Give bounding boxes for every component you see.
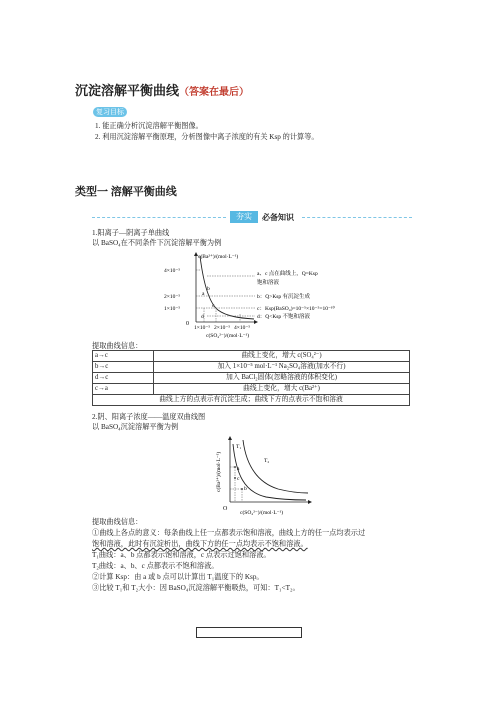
- title-text: 沉淀溶解平衡曲线: [75, 83, 180, 98]
- fig2-curve-label-t2: T₂: [264, 458, 270, 464]
- figure-2: [206, 434, 316, 516]
- fig1-note: c：Ksp(BaSO₄)=10⁻⁵×10⁻⁵=10⁻¹⁰: [257, 306, 335, 312]
- banner-tag: 夯实: [230, 211, 258, 223]
- fig1-y-tick: 2×10⁻⁵: [164, 294, 181, 300]
- goal-1: 1. 能正确分析沉淀溶解平衡图像。: [95, 122, 203, 130]
- fig2-y-label: c(Ba²⁺)/(mol·L⁻¹): [216, 451, 222, 492]
- fig1-note: d：Q<Ksp 不饱和溶液: [257, 314, 311, 320]
- table-key: d→c: [93, 373, 154, 384]
- fig1-y-label: c(Ba²⁺)/(mol·L⁻¹): [198, 254, 239, 260]
- fig2-x-label: c(SO₄²⁻)/(mol·L⁻¹): [240, 510, 284, 516]
- table-note: 曲线上方的点表示有沉淀生成；曲线下方的点表示不饱和溶液: [93, 395, 410, 406]
- fig1-x-tick: 1×10⁻⁵: [194, 325, 211, 331]
- info2-line: ③比较 T₁和 T₂大小：因 BaSO₄沉淀溶解平衡吸热，可知：T₁<T₂。: [92, 584, 300, 592]
- info2-line: ②计算 Ksp：由 a 或 b 点可以计算出 T₁温度下的 Ksp。: [92, 573, 264, 581]
- page-title: [75, 80, 249, 99]
- fig1-x-label: c(SO₄²⁻)/(mol·L⁻¹): [206, 333, 250, 339]
- goals-badge: 复习目标: [93, 107, 127, 117]
- table-key: b→c: [93, 362, 154, 373]
- fig2-point-a: a: [237, 466, 240, 472]
- fig1-y-tick: 1×10⁻⁵: [164, 306, 181, 312]
- info2-line: T₂曲线：a、b、c 点都表示不饱和溶液。: [92, 562, 219, 570]
- knowledge-banner: [92, 211, 412, 223]
- fig1-x-tick: 4×10⁻⁵: [234, 325, 251, 331]
- info2-line: 饱和溶液，此时有沉淀析出，曲线下方的任一点均表示不饱和溶液。: [92, 540, 308, 548]
- part1-intro: 以 BaSO₄在不同条件下沉淀溶解平衡为例: [92, 239, 222, 247]
- table-key: a→c: [93, 351, 154, 362]
- table-value: 曲线上变化，增大 c(Ba²⁺): [154, 384, 410, 395]
- info2-line: ①曲线上各点的意义：每条曲线上任一点都表示饱和溶液，曲线上方的任一点均表示过: [92, 529, 366, 537]
- info2-line: T₁曲线：a、b 点都表示饱和溶液，c 点表示过饱和溶液。: [92, 551, 271, 559]
- fig2-point-c: c: [237, 476, 240, 482]
- table-row: [93, 395, 410, 406]
- footer-box: [196, 627, 302, 638]
- section-heading: 类型一 溶解平衡曲线: [75, 186, 177, 198]
- fig1-point-b: b: [207, 286, 210, 292]
- fig2-curve-t2: [243, 440, 308, 493]
- table-row: [93, 373, 410, 384]
- fig1-note: b：Q>Ksp 有沉淀生成: [257, 294, 311, 300]
- table-row: [93, 351, 410, 362]
- banner-right-line: [302, 217, 412, 218]
- table-value: 加入 1×10⁻⁵ mol·L⁻¹ Na₂SO₄溶液(加水不行): [154, 362, 410, 373]
- part2-intro: 以 BaSO₄沉淀溶解平衡为例: [92, 423, 179, 431]
- info-table: [92, 350, 410, 406]
- fig2-origin: O: [223, 506, 228, 512]
- fig2-point-b: b: [244, 486, 247, 492]
- fig1-point-d: d: [201, 314, 204, 320]
- table-value: 曲线上变化，增大 c(SO₄²⁻): [154, 351, 410, 362]
- fig1-y-tick: 4×10⁻⁵: [164, 268, 181, 274]
- table-row: [93, 362, 410, 373]
- part2-title: 2.阴、阳离子浓度——温度双曲线图: [92, 413, 206, 421]
- banner-label: 必备知识: [262, 213, 294, 222]
- fig1-x-tick: 2×10⁻⁵: [214, 325, 231, 331]
- part1-title: 1.阳离子—阴离子单曲线: [92, 229, 170, 237]
- banner-left-line: [92, 217, 226, 218]
- fig1-point-c: c: [212, 303, 215, 309]
- fig1-x-tick: 0: [186, 321, 189, 327]
- figure-1: [160, 250, 370, 342]
- goal-2: 2. 利用沉淀溶解平衡原理，分析图像中离子浓度的有关 Ksp 的计算等。: [95, 133, 319, 141]
- extract-label-1: 提取曲线信息：: [92, 342, 143, 350]
- extract-label-2: 提取曲线信息：: [92, 518, 143, 526]
- fig1-note: a、c 点在曲线上，Q=Ksp: [257, 271, 318, 277]
- fig1-note: 饱和溶液: [257, 280, 280, 286]
- table-row: [93, 384, 410, 395]
- fig2-curve-label-t1: T₁: [236, 444, 242, 450]
- table-key: c→a: [93, 384, 154, 395]
- table-value: 加入 BaCl₂固体(忽略溶液的体积变化): [154, 373, 410, 384]
- title-note: （答案在最后）: [179, 87, 250, 98]
- fig1-point-a: a: [202, 291, 205, 297]
